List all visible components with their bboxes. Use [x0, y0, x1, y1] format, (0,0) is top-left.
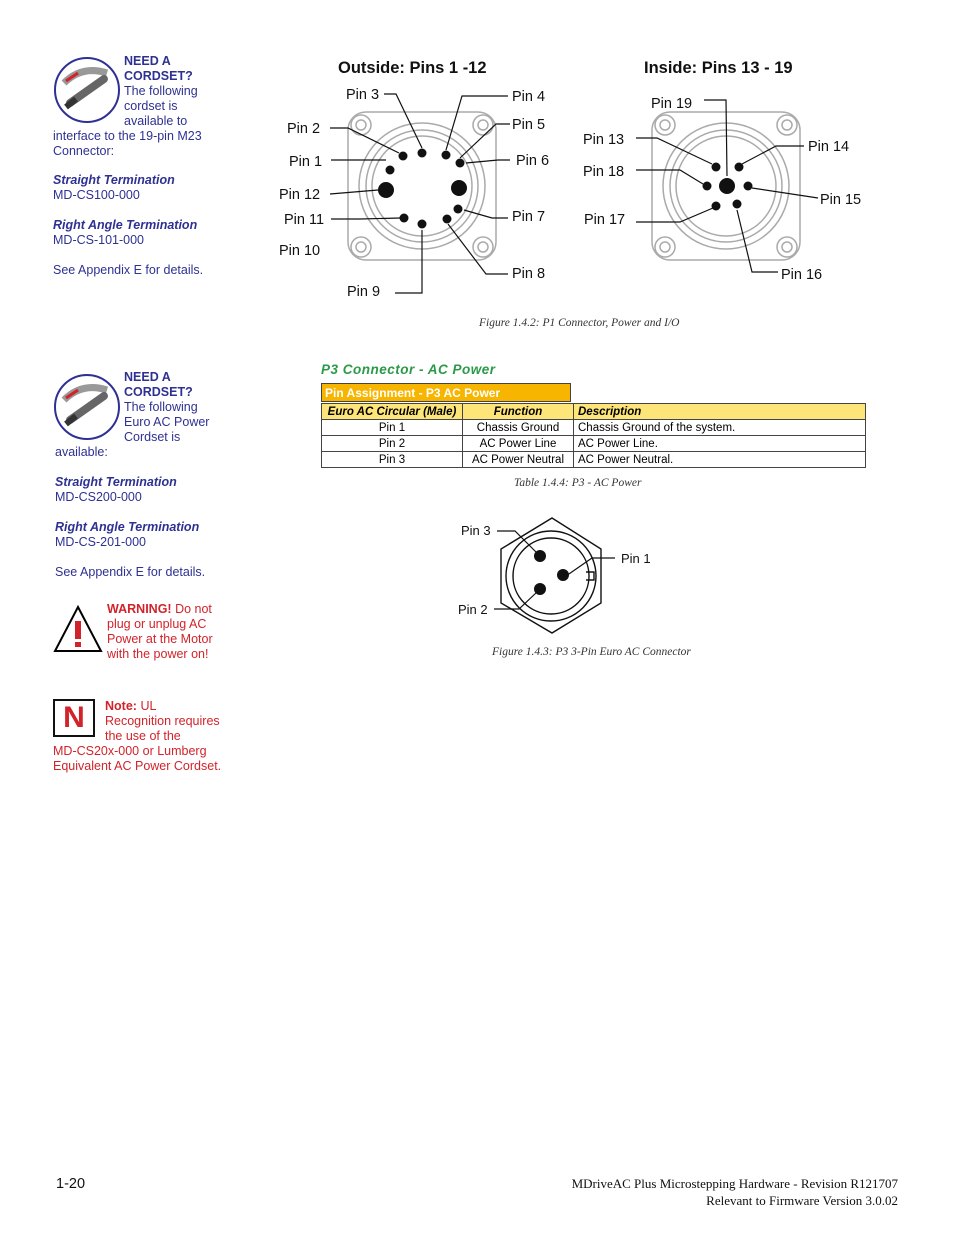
cordset-text-line: available to [124, 114, 188, 128]
warning-text: plug or unplug AC [107, 617, 207, 631]
note-text: UL [140, 699, 157, 713]
table-1-4-4-caption: Table 1.4.4: P3 - AC Power [514, 477, 642, 489]
warning-note [107, 602, 227, 662]
cordset-icon [52, 55, 122, 125]
note-text: Recognition requires [105, 714, 220, 728]
p3-table-title [321, 383, 571, 402]
pin-label-16: Pin 16 [781, 267, 823, 283]
pin-label-12: Pin 12 [279, 187, 321, 203]
footer-text [478, 1175, 898, 1209]
table-row [322, 452, 866, 468]
straight-termination-part: MD-CS100-000 [53, 188, 140, 202]
note-text-block-cont [53, 744, 238, 774]
p3-pin-3-label: Pin 3 [461, 523, 491, 538]
cordset-text-line: Euro AC Power [124, 415, 210, 429]
pin-3-leader [497, 531, 537, 553]
cordset-text-line: cordset is [124, 99, 178, 113]
cordset-text-line: Cordset is [124, 430, 181, 444]
cordset-parts-1 [53, 173, 233, 278]
pin-label-13: Pin 13 [583, 132, 625, 148]
note-icon [53, 699, 95, 737]
connector-inner-ring [513, 538, 589, 614]
straight-termination-label: Straight Termination [55, 475, 177, 489]
p3-pin-1-label: Pin 1 [621, 551, 651, 566]
table-header-row [322, 404, 866, 420]
p3-table-title-text: Pin Assignment - P3 AC Power [325, 386, 501, 400]
p3-pin-table [321, 403, 866, 468]
p1-connector-diagram [270, 82, 880, 302]
pin-label-7: Pin 7 [512, 209, 546, 225]
page-number: 1-20 [56, 1176, 86, 1192]
pin-label-10: Pin 10 [279, 243, 321, 259]
right-angle-termination-label: Right Angle Termination [53, 218, 198, 232]
cordset-parts-2 [55, 475, 235, 580]
table-cell: AC Power Neutral [463, 452, 574, 468]
cordset-text-line: The following [124, 400, 198, 414]
pin-label-8: Pin 8 [512, 266, 546, 282]
pin-label-18: Pin 18 [583, 164, 625, 180]
pin-label-4: Pin 4 [512, 89, 546, 105]
table-cell: AC Power Line [463, 436, 574, 452]
pin-label-19: Pin 19 [651, 96, 693, 112]
inside-pins-title: Inside: Pins 13 - 19 [644, 59, 793, 77]
table-cell: Pin 1 [322, 420, 463, 436]
header-function: Function [463, 404, 574, 420]
footer-line-1: MDriveAC Plus Microstepping Hardware - Revision R121707 [571, 1176, 898, 1191]
table-row [322, 420, 866, 436]
straight-termination-label: Straight Termination [53, 173, 175, 187]
pin-label-6: Pin 6 [516, 153, 550, 169]
pin-label-17: Pin 17 [584, 212, 626, 228]
warning-label: WARNING! [107, 602, 172, 616]
warning-text: with the power on! [107, 647, 209, 661]
pin-label-14: Pin 14 [808, 139, 850, 155]
p3-pin-2-label: Pin 2 [458, 602, 488, 617]
pin-label-3: Pin 3 [346, 87, 380, 103]
table-cell: AC Power Line. [574, 436, 866, 452]
warning-text: Do not [175, 602, 212, 616]
right-angle-termination-label: Right Angle Termination [55, 520, 200, 534]
straight-termination-part: MD-CS200-000 [55, 490, 142, 504]
footer-line-2: Relevant to Firmware Version 3.0.02 [706, 1193, 898, 1208]
table-cell: Chassis Ground of the system. [574, 420, 866, 436]
note-text: MD-CS20x-000 or Lumberg [53, 744, 207, 758]
figure-1-4-2-caption: Figure 1.4.2: P1 Connector, Power and I/O [479, 317, 680, 329]
cordset-heading: NEED A CORDSET? [124, 370, 193, 399]
pin-1-leader [566, 558, 615, 576]
right-angle-termination-part: MD-CS-201-000 [55, 535, 147, 549]
see-appendix-note: See Appendix E for details. [53, 263, 204, 277]
connector-key [586, 572, 594, 580]
p3-section-title: P3 Connector - AC Power [321, 362, 496, 377]
cordset-icon [52, 372, 122, 442]
note-text: Equivalent AC Power Cordset. [53, 759, 222, 773]
pin-label-5: Pin 5 [512, 117, 546, 133]
header-euro-ac: Euro AC Circular (Male) [322, 404, 463, 420]
cordset-note-1 [124, 54, 234, 129]
pin-label-15: Pin 15 [820, 192, 862, 208]
figure-1-4-3-caption: Figure 1.4.3: P3 3-Pin Euro AC Connector [492, 646, 691, 658]
outside-leader-lines [330, 94, 510, 293]
table-cell: Pin 3 [322, 452, 463, 468]
connector-outline [501, 518, 601, 633]
cordset-note-2-cont [55, 445, 235, 460]
cordset-text-line: Connector: [53, 144, 115, 158]
pin-label-1: Pin 1 [289, 154, 323, 170]
warning-icon [53, 605, 103, 653]
p3-euro-ac-connector-diagram [450, 512, 670, 637]
outside-pin-dots [378, 149, 467, 229]
cordset-text-line: The following [124, 84, 198, 98]
pin-label-2: Pin 2 [287, 121, 321, 137]
right-angle-termination-part: MD-CS-101-000 [53, 233, 145, 247]
note-text-block [105, 699, 230, 744]
table-cell: AC Power Neutral. [574, 452, 866, 468]
pin-label-9: Pin 9 [347, 284, 381, 300]
cordset-text-line: available: [55, 445, 108, 459]
note-icon-letter: N [63, 701, 85, 734]
table-row [322, 436, 866, 452]
cordset-text-line: interface to the 19-pin M23 [53, 129, 202, 143]
table-cell: Pin 2 [322, 436, 463, 452]
outside-pins-title: Outside: Pins 1 -12 [338, 59, 487, 77]
note-label: Note: [105, 699, 137, 713]
pin-label-11: Pin 11 [284, 212, 325, 228]
see-appendix-note: See Appendix E for details. [55, 565, 206, 579]
cordset-note-2 [124, 370, 234, 445]
note-text: the use of the [105, 729, 181, 743]
cordset-note-1-cont [53, 129, 233, 159]
header-description: Description [574, 404, 866, 420]
cordset-heading: NEED A CORDSET? [124, 54, 193, 83]
connector-outer-ring [506, 531, 596, 621]
warning-text: Power at the Motor [107, 632, 213, 646]
table-cell: Chassis Ground [463, 420, 574, 436]
